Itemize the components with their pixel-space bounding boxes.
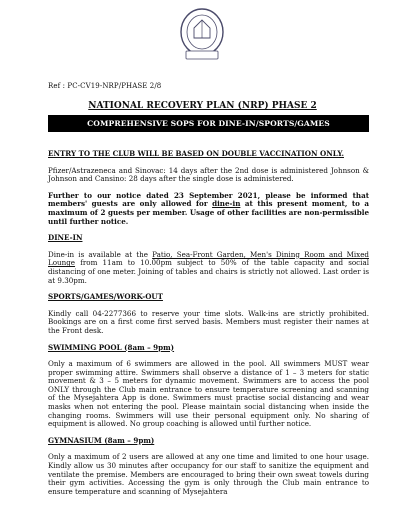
sports-heading: SPORTS/GAMES/WORK-OUT: [48, 292, 163, 302]
document-body: [48, 150, 369, 504]
document-title: NATIONAL RECOVERY PLAN (NRP) PHASE 2: [88, 101, 317, 111]
entry-heading: ENTRY TO THE CLUB WILL BE BASED ON DOUBLE VACCINATION ONLY.: [48, 149, 344, 158]
swimming-heading: SWIMMING POOL (8am – 9pm): [48, 342, 175, 352]
swimming-text: Only a maximum of 6 swimmers are allowed in the pool. All swimmers MUST wear proper swimming attire. Swimmers shall observe a distance of 1 – 3 meters for static movement & 3 – 5 meters for dynamic movement. Swimmers are to access the pool ONLY through the Club main entrance to ensure temperature screening and scanning of the Mysejahtera App is done. Swimmers must practise social distancing and wear masks when not entering the pool. Please maintain social distancing when inside the changing rooms. Swimmers will use their personal equipment only. No sharing of equipment is allowed. No group coaching is allowed until further notice.: [48, 359, 369, 429]
entry-text: Pfizer/Astrazeneca and Sinovac: 14 days after the 2nd dose is administered Johnson & Johnson and Cansino: 28 days after the single dose is administered.: [48, 165, 369, 184]
sop-banner: COMPREHENSIVE SOPS FOR DINE-IN/SPORTS/GAMES: [48, 115, 369, 132]
dine-in-heading: DINE-IN: [48, 233, 83, 243]
reference-number: Ref : PC-CV19-NRP/PHASE 2/8: [48, 82, 162, 90]
sports-text: Kindly call 04-2277366 to reserve your time slots. Walk-ins are strictly prohibited. Bookings are on a first come first served basis. Members must register their names at the Front desk.: [48, 308, 369, 335]
guest-notice: Further to our notice dated 23 September 2021, please be informed that members' guests are only allowed for dine-in at this present moment, to a maximum of 2 guests per member. Usage of other facilities are non-permissible until further notice.: [48, 190, 370, 226]
gym-text: Only a maximum of 2 users are allowed at any one time and limited to one hour usage. Kindly allow us 30 minutes after occupancy for our staff to sanitize the equipment and ventilate the premise. Members are encouraged to bring their own sweat towels during their gym activities. Accessing the gym is only through the Club main entrance to ensure temperature and scanning of Mysejahtera: [48, 452, 369, 496]
gym-heading: GYMNASIUM (8am – 9pm): [48, 435, 155, 445]
penang-club-logo: [178, 6, 226, 62]
dine-in-text: Dine-in is available at the Patio, Sea-Front Garden, Men's Dining Room and Mixed Lounge from 11am to 10.00pm subject to 50% of the table capacity and social distancing of one meter. Joining of tables and chairs is strictly not allowed. Last order is at 9.30pm.: [48, 249, 370, 285]
